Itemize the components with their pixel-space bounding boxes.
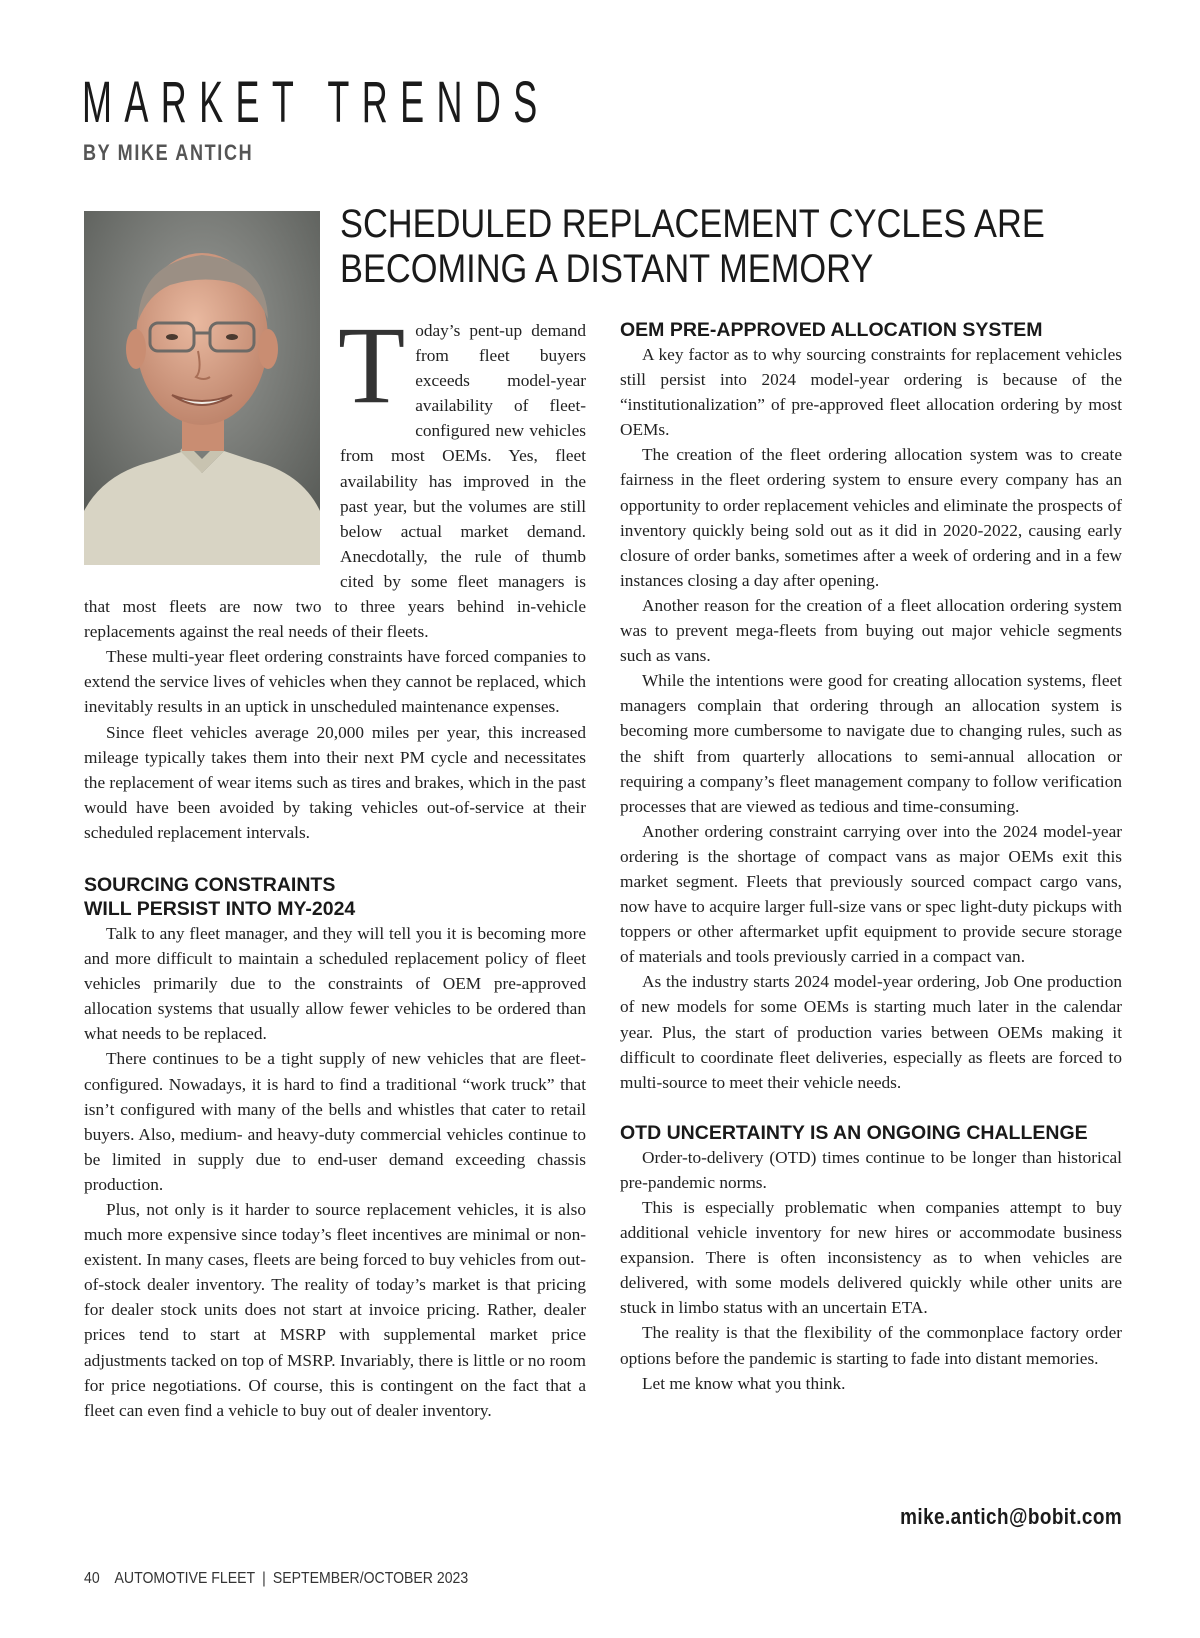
section-title: MARKET TRENDS	[82, 70, 550, 135]
body-paragraph: Order-to-delivery (OTD) times continue to be longer than historical pre-pandemic norms.	[620, 1147, 1122, 1192]
footer-separator: |	[262, 1570, 266, 1587]
subhead-otd-uncertainty: OTD UNCERTAINTY IS AN ONGOING CHALLENGE	[620, 1121, 1088, 1144]
subhead-line-2: WILL PERSIST INTO MY-2024	[84, 897, 356, 920]
subhead-line-1: SOURCING CONSTRAINTS	[84, 873, 336, 896]
body-paragraph: The reality is that the flexibility of the commonplace factory order options before the pandemic is starting to fade into distant memories.	[620, 1323, 1122, 1368]
body-paragraph: These multi-year fleet ordering constraints have forced companies to extend the service lives of vehicles when they cannot be replaced, which inevitably results in an uptick in unscheduled maintenance expenses.	[84, 647, 586, 717]
subhead-oem-allocation: OEM PRE-APPROVED ALLOCATION SYSTEM	[620, 319, 1043, 341]
author-email[interactable]: mike.antich@bobit.com	[900, 1504, 1122, 1529]
body-paragraph: The creation of the fleet ordering allocation system was to create fairness in the fleet ordering system to ensure every company has an opportunity to order replacement vehicles and eliminate the prospects of inventory quickly being sold out as it did in 2020-2022, causing early closure of order banks, sometimes after a week of ordering and in a few instances closing a day after opening.	[620, 445, 1122, 590]
page-number: 40	[84, 1570, 100, 1587]
headline-line-2: BECOMING A DISTANT MEMORY	[340, 247, 874, 291]
body-paragraph: Since fleet vehicles average 20,000 miles per year, this increased mileage typically takes them into their next PM cycle and necessitates the replacement of wear items such as tires and brakes, which in the past would have been avoided by taking vehicles out-of-service at their scheduled replacement intervals.	[84, 722, 586, 842]
subhead-sourcing-constraints	[84, 873, 586, 921]
article-column-right	[620, 318, 1122, 1396]
intro-text: oday’s pent-up demand from fleet buyers exceeds model-year availability of fleet-configured new vehicles from most OEMs. Yes, fleet availability has improved in the past year, but the volumes are still below actual market demand. Anecdotally, the rule of thumb cited by some fleet managers is that most fleets are now two to three years behind in-vehicle replacements against the real needs of their fleets.	[84, 321, 586, 642]
headline-line-1: SCHEDULED REPLACEMENT CYCLES ARE	[340, 202, 1045, 246]
body-paragraph: Another ordering constraint carrying over into the 2024 model-year ordering is the shortage of compact vans as major OEMs exit this market segment. Fleets that previously sourced compact cargo vans, now have to acquire larger full-size vans or spec light-duty pickups with toppers or other aftermarket upfit equipment to provide secure storage of materials and tools previously carried in a compact van.	[620, 821, 1122, 967]
body-paragraph: A key factor as to why sourcing constraints for replacement vehicles still persist into 2024 model-year ordering is because of the “institutionalization” of pre-approved fleet allocation ordering by most OEMs.	[620, 345, 1122, 440]
body-paragraph: As the industry starts 2024 model-year ordering, Job One production of new models for some OEMs is starting much later in the calendar year. Plus, the start of production varies between OEMs making it difficult to coordinate fleet deliveries, especially as fleets are forced to multi-source to meet their vehicle needs.	[620, 972, 1122, 1092]
publication-name: AUTOMOTIVE FLEET	[114, 1570, 256, 1587]
page-footer	[84, 1570, 468, 1588]
body-paragraph: While the intentions were good for creating allocation systems, fleet managers complain that ordering through an allocation system is becoming more cumbersome to navigate due to changing rules, such as the shift from quarterly allocations to semi-annual allocation or requiring a company’s fleet management company to follow verification processes that are viewed as tedious and time-consuming.	[620, 671, 1122, 816]
byline: BY MIKE ANTICH	[83, 140, 254, 165]
body-paragraph: Talk to any fleet manager, and they will tell you it is becoming more and more difficult to maintain a scheduled replacement policy of fleet vehicles primarily due to the constraints of OEM pre-approved allocation systems that usually allow fewer vehicles to be ordered than what needs to be replaced.	[84, 923, 586, 1044]
body-paragraph: There continues to be a tight supply of new vehicles that are fleet-configured. Nowadays, it is hard to find a traditional “work truck” that isn’t configured with many of the bells and whistles that cater to retail buyers. Also, medium- and heavy-duty commercial vehicles continue to be limited in supply due to end-user demand exceeding chassis production.	[84, 1049, 586, 1194]
issue-date: SEPTEMBER/OCTOBER 2023	[272, 1570, 469, 1587]
body-paragraph: Another reason for the creation of a fleet allocation ordering system was to prevent mega-fleets from buying out major vehicle segments such as vans.	[620, 595, 1122, 666]
drop-cap: T	[338, 304, 406, 426]
body-paragraph: Plus, not only is it harder to source replacement vehicles, it is also much more expensive since today’s fleet incentives are minimal or non-existent. In many cases, fleets are being forced to buy vehicles from out-of-stock dealer inventory. The reality of today’s market is that pricing for dealer stock units does not start at invoice pricing. Rather, dealer prices tend to start at MSRP with supplemental market price adjustments tacked on top of MSRP. Invariably, there is little or no room for price negotiations. Of course, this is contingent on the fact that a fleet can even find a vehicle to buy out of dealer inventory.	[84, 1200, 586, 1420]
body-paragraph: Let me know what you think.	[642, 1373, 846, 1393]
body-paragraph: This is especially problematic when companies attempt to buy additional vehicle inventory for new hires or accommodate business expansion. There is often inconsistency as to when vehicles are delivered, with some models delivered quickly while other units are stuck in limbo status with an uncertain ETA.	[620, 1198, 1122, 1318]
photo-wrap-spacer	[84, 318, 340, 574]
article-column-left	[84, 304, 586, 1423]
article-headline	[340, 202, 1200, 292]
